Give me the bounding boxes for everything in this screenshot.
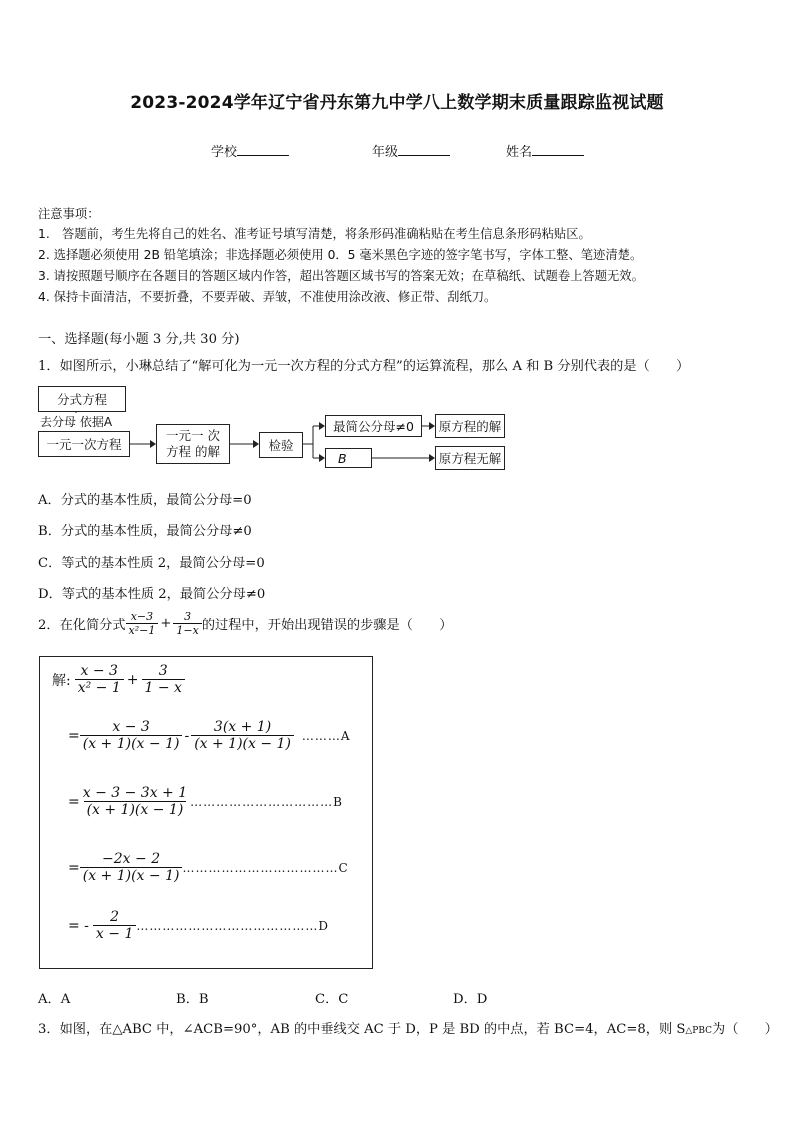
q3-stem-text: 3．如图，在△ABC 中，∠ACB=90°，AB 的中垂线交 AC 于 D，P 是 BD 的中点，若 BC=4，AC=8，则 S [38,1022,686,1037]
q2-stem-plus: + [160,616,172,631]
flow-box-original-solution: 原方程的解 [435,414,505,438]
q2-stem-frac2-denominator: 1−x [173,623,201,637]
q2-option-d[interactable]: D．D [453,992,488,1007]
grade-field [372,141,450,160]
name-label: 姓名 [506,145,533,160]
solution-l4-frac [93,909,136,942]
solution-line-c [68,851,349,884]
solution-l0-frac2 [142,663,185,696]
grade-label: 年级 [372,145,399,160]
question-3-stem [38,1018,778,1037]
flow-box-b: B [325,448,372,468]
name-field [506,141,584,160]
q1-option-a[interactable]: A．分式的基本性质，最简公分母=0 [38,493,252,508]
q1-option-d[interactable]: D．等式的基本性质 2，最简公分母≠0 [38,587,266,602]
solution-l0-frac1 [75,663,124,696]
flow-box-denominator-nonzero: 最简公分母≠0 [325,415,422,437]
denominator: 1 − x [142,679,185,696]
q2-stem-frac1-denominator: x²−1 [126,623,159,637]
q3-stem-subscript: △PBC [685,1026,713,1036]
flow-box-no-solution: 原方程无解 [435,446,505,470]
flow-label-a: 去分母 依据A [40,415,113,429]
solution-line-b [68,785,343,818]
q1-option-b[interactable]: B．分式的基本性质，最简公分母≠0 [38,524,252,539]
question-1-stem: 1．如图所示，小琳总结了“解可化为一元一次方程的分式方程”的运算流程，那么 A 和 B 分别代表的是（ ） [38,359,690,374]
denominator: (x + 1)(x − 1) [191,735,294,752]
numerator: x − 3 − 3x + 1 [82,785,188,801]
step-tag-a[interactable]: ………A [301,728,351,743]
q2-stem-post: 的过程中，开始出现错误的步骤是（ ） [201,618,453,633]
equals-minus: = - [68,917,89,934]
q1-option-c[interactable]: C．等式的基本性质 2，最简公分母=0 [38,556,265,571]
numerator: −2x − 2 [102,851,161,867]
school-field [211,141,289,160]
q2-option-c[interactable]: C．C [315,992,349,1007]
step-tag-d[interactable]: ……………………………………D [136,918,329,933]
flow-box-linear-solution [156,424,230,464]
numerator: 2 [110,909,120,925]
grade-blank[interactable] [398,143,450,156]
question-2-stem [38,610,452,637]
q2-stem-frac2-numerator: 3 [184,610,192,623]
flow-box-linear-solution-line2: 方程 的解 [166,444,220,459]
numerator: x − 3 [112,719,150,735]
flow-box-fractional-equation: 分式方程 [38,386,126,412]
equals: = [68,859,80,876]
step-tag-c[interactable]: ………………………………C [182,860,349,875]
name-blank[interactable] [532,143,584,156]
solution-line-0 [52,663,185,696]
q3-stem-tail: 为（ ） [712,1022,778,1037]
flow-box-linear-solution-line1: 一元一 次 [166,428,220,443]
solution-l1-frac1 [80,719,183,752]
note-item: 1. 答题前，考生先将自己的姓名、准考证号填写清楚，将条形码准确粘贴在考生信息条形码粘贴区。 [38,227,591,241]
flow-box-check: 检验 [259,432,303,458]
denominator: (x + 1)(x − 1) [80,735,183,752]
equals: = [68,793,80,810]
numerator: x − 3 [80,663,118,679]
flowchart [38,384,508,476]
note-item: 2. 选择题必须使用 2B 铅笔填涂；非选择题必须使用 0．5 毫米黑色字迹的签字笔书写，字体工整、笔迹清楚。 [38,248,643,262]
school-blank[interactable] [237,143,289,156]
step-tag-b[interactable]: ……………………………B [190,794,343,809]
q2-solution-box [39,656,373,969]
q2-option-a[interactable]: A．A [38,992,71,1007]
q2-stem-fraction-2 [173,610,201,637]
section-heading: 一、选择题(每小题 3 分,共 30 分) [38,332,240,347]
note-item: 4. 保持卡面清洁，不要折叠，不要弄破、弄皱，不准使用涂改液、修正带、刮纸刀。 [38,290,497,304]
solution-l2-frac [80,785,190,818]
operator: + [126,671,139,688]
school-label: 学校 [211,145,238,160]
q2-stem-pre: 2．在化简分式 [38,618,126,633]
note-item: 3. 请按照题号顺序在各题目的答题区域内作答，超出答题区域书写的答案无效；在草稿纸、试题卷上答题无效。 [38,269,644,283]
solution-l3-frac [80,851,183,884]
denominator: (x + 1)(x − 1) [80,867,183,884]
solution-line-a [68,719,351,752]
denominator: x² − 1 [75,679,124,696]
page-title: 2023-2024学年辽宁省丹东第九中学八上数学期末质量跟踪监视试题 [130,93,664,113]
solution-label: 解: [52,672,71,689]
q2-stem-frac1-numerator: x−3 [130,610,154,623]
solution-l1-frac2 [191,719,294,752]
denominator: x − 1 [93,925,136,942]
notes-heading: 注意事项： [38,207,100,221]
q2-option-b[interactable]: B．B [176,992,209,1007]
flow-box-linear-equation: 一元一次方程 [38,431,130,457]
numerator: 3 [158,663,168,679]
operator: - [184,727,190,744]
solution-line-d [68,909,329,942]
denominator: (x + 1)(x − 1) [84,801,187,818]
q2-stem-fraction-1 [126,610,159,637]
equals: = [68,727,80,744]
numerator: 3(x + 1) [213,719,272,735]
